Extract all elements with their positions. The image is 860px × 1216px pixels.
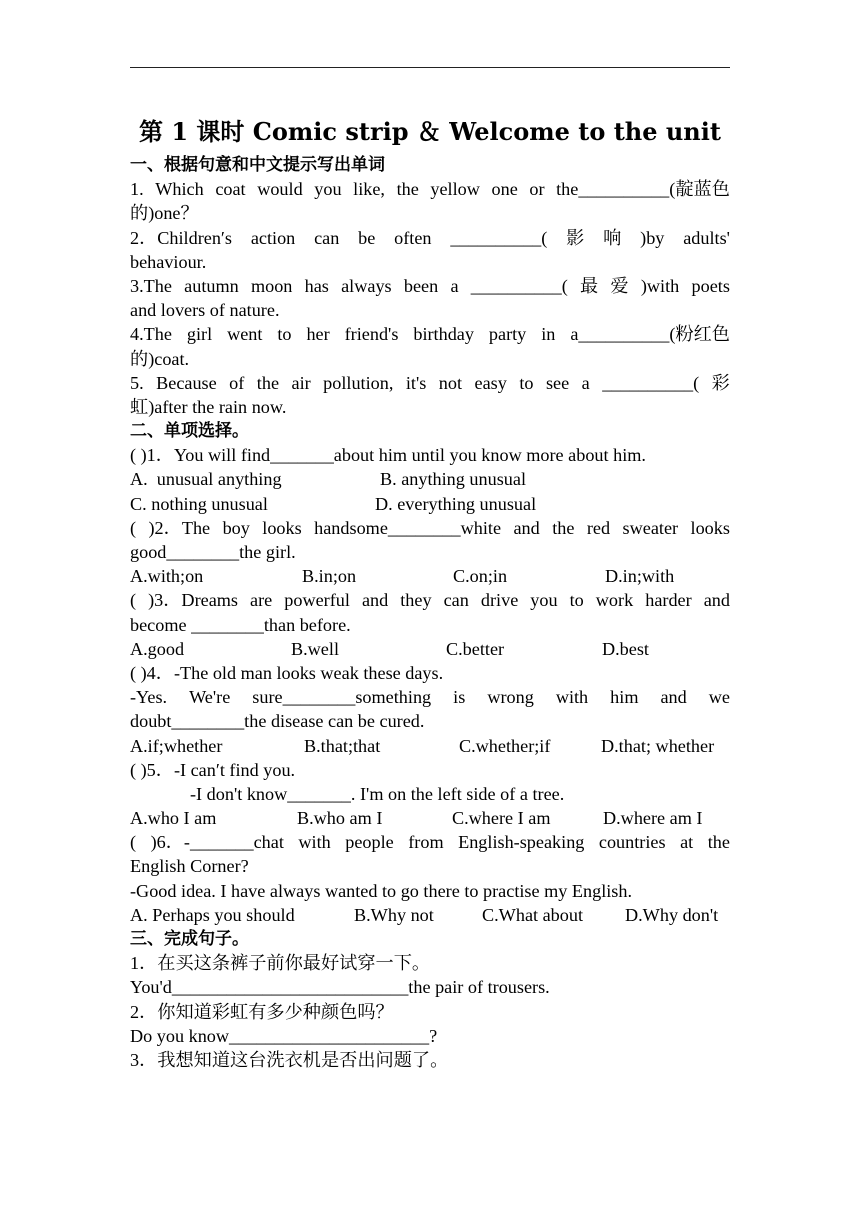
word: and bbox=[703, 590, 730, 611]
word: We're bbox=[189, 687, 231, 708]
word: like, bbox=[353, 179, 385, 200]
choice-q2-option-b: B.in;on bbox=[302, 566, 357, 587]
word: friend's bbox=[344, 324, 399, 345]
sentence-q1-english: You'd__________________________the pair of trousers. bbox=[130, 977, 550, 998]
choice-q6-option-b: B.Why not bbox=[354, 904, 434, 925]
choice-q3-options bbox=[130, 637, 730, 661]
word: they bbox=[400, 590, 432, 611]
choice-q4-stem: ( )4．-The old man looks weak these days. bbox=[130, 662, 444, 683]
choice-q1-option-b: B. anything unusual bbox=[380, 469, 526, 490]
word: with bbox=[298, 832, 331, 853]
word: a bbox=[581, 372, 590, 393]
vocab-q3-line1 bbox=[130, 274, 730, 298]
choice-q4-line3: doubt________the disease can be cured. bbox=[130, 711, 425, 732]
choice-q1-options-cd bbox=[130, 492, 730, 516]
word: 1. bbox=[130, 179, 144, 200]
word: of bbox=[229, 372, 245, 393]
choice-q3-option-c: C.better bbox=[446, 638, 505, 659]
word: action bbox=[250, 227, 296, 248]
choice-q5-options bbox=[130, 806, 730, 830]
choice-q2-options bbox=[130, 564, 730, 588]
choice-q3-option-d: D.best bbox=[602, 638, 649, 659]
word: birthday bbox=[413, 324, 474, 345]
word: )3．Dreams bbox=[148, 590, 238, 611]
word: can bbox=[443, 590, 469, 611]
word: adults' bbox=[683, 227, 730, 248]
word: 3.The bbox=[130, 275, 172, 296]
word: 2．Children′s bbox=[130, 227, 232, 248]
word: is bbox=[453, 687, 466, 708]
choice-q3-line1 bbox=[130, 588, 730, 612]
word: harder bbox=[645, 590, 692, 611]
choice-q6-options bbox=[130, 903, 730, 927]
word: see bbox=[545, 372, 570, 393]
header-rule bbox=[130, 67, 730, 68]
sentence-q3-chinese: 3．我想知道这台洗衣机是否出问题了。 bbox=[130, 1049, 449, 1070]
word: the bbox=[256, 372, 280, 393]
choice-q6-option-d: D.Why don't bbox=[625, 904, 719, 925]
page-title: 第 1 课时 Comic strip ＆ Welcome to the unit bbox=[139, 117, 721, 146]
choice-q5-option-c: C.where I am bbox=[452, 808, 551, 829]
choice-q5-reply: -I don't know_______. I'm on the left side of a tree. bbox=[190, 783, 565, 804]
word: one bbox=[491, 179, 518, 200]
choice-q6-line2: English Corner? bbox=[130, 856, 249, 877]
word: a bbox=[450, 275, 459, 296]
choice-q2-option-c: C.on;in bbox=[453, 566, 508, 587]
word: to bbox=[519, 372, 534, 393]
word: 爱 bbox=[610, 275, 629, 296]
word: be bbox=[358, 227, 376, 248]
word: it's bbox=[405, 372, 427, 393]
section-heading-sentences: 三、完成句子。 bbox=[130, 929, 249, 949]
choice-q2-line2: good________the girl. bbox=[130, 542, 296, 562]
choice-q4-option-a: A.if;whether bbox=[130, 735, 223, 756]
choice-q3-option-b: B.well bbox=[291, 638, 339, 659]
word: )with bbox=[640, 275, 680, 296]
word: girl bbox=[186, 324, 213, 345]
word: )6．-_______chat bbox=[150, 832, 284, 853]
choice-q4-option-b: B.that;that bbox=[304, 735, 381, 756]
word: wrong bbox=[487, 687, 534, 708]
vocab-q1-line2: 的)one？ bbox=[130, 203, 199, 224]
choice-q5-option-d: D.where am I bbox=[603, 808, 703, 829]
word: poets bbox=[691, 275, 730, 296]
word: 最 bbox=[579, 275, 599, 296]
word: pollution, bbox=[323, 372, 394, 393]
choice-q2-option-d: D.in;with bbox=[605, 566, 675, 587]
word: yellow bbox=[430, 179, 480, 200]
word: at bbox=[680, 832, 694, 853]
word: with bbox=[555, 687, 589, 708]
word: the bbox=[707, 832, 730, 853]
word: party bbox=[488, 324, 527, 345]
word: ( bbox=[130, 590, 137, 611]
word: 影 bbox=[566, 227, 585, 248]
word: air bbox=[291, 372, 311, 393]
choice-q5-option-a: A.who I am bbox=[130, 808, 217, 829]
word: work bbox=[595, 590, 634, 611]
choice-q6-option-c: C.What about bbox=[482, 904, 584, 925]
word: always bbox=[341, 275, 392, 296]
vocab-q2-line2: behaviour. bbox=[130, 251, 207, 272]
worksheet-content bbox=[130, 153, 730, 1072]
word: are bbox=[250, 590, 273, 611]
word: been bbox=[403, 275, 439, 296]
word: easy bbox=[474, 372, 507, 393]
choice-q4-option-c: C.whether;if bbox=[459, 735, 551, 756]
word: sure________something bbox=[252, 687, 432, 708]
choice-q1-stem: ( )1．You will find_______about him until you know more about him. bbox=[130, 445, 646, 466]
word: handsome________white bbox=[314, 517, 502, 538]
word: the__________(靛蓝色 bbox=[556, 179, 730, 200]
sentence-q2-english: Do you know______________________? bbox=[130, 1025, 438, 1046]
word: red bbox=[586, 517, 611, 538]
word: Because bbox=[156, 372, 217, 393]
vocab-q2-line1 bbox=[130, 226, 730, 250]
word: would bbox=[257, 179, 303, 200]
word: moon bbox=[250, 275, 293, 296]
word: not bbox=[438, 372, 463, 393]
choice-q6-option-a: A. Perhaps you should bbox=[130, 904, 295, 925]
word: has bbox=[304, 275, 329, 296]
choice-q4-line2 bbox=[130, 685, 730, 709]
word: often bbox=[394, 227, 432, 248]
word: a__________(粉红色 bbox=[570, 324, 730, 345]
word: sweater bbox=[622, 517, 679, 538]
word: looks bbox=[262, 517, 302, 538]
choice-q6-line3: -Good idea. I have always wanted to go there to practise my English. bbox=[130, 880, 633, 901]
sentence-q2-chinese: 2．你知道彩虹有多少种颜色吗？ bbox=[130, 1001, 394, 1022]
word: )2．The bbox=[148, 517, 211, 538]
word: you bbox=[314, 179, 342, 200]
word: him bbox=[610, 687, 639, 708]
section-heading-vocab: 一、根据句意和中文提示写出单词 bbox=[130, 155, 385, 175]
word: boy bbox=[222, 517, 250, 538]
word: we bbox=[708, 687, 730, 708]
word: powerful bbox=[284, 590, 350, 611]
word: went bbox=[227, 324, 263, 345]
vocab-q3-line2: and lovers of nature. bbox=[130, 300, 280, 321]
vocab-q1-line1 bbox=[130, 177, 730, 201]
vocab-q4-line2: 的)coat. bbox=[130, 348, 190, 369]
word: 响 bbox=[603, 227, 622, 248]
word: )by bbox=[640, 227, 665, 248]
choice-q5-stem: ( )5．-I can′t find you. bbox=[130, 759, 296, 780]
word: from bbox=[408, 832, 444, 853]
choice-q5-option-b: B.who am I bbox=[297, 808, 383, 829]
choice-q2-option-a: A.with;on bbox=[130, 566, 204, 587]
vocab-q5-line1 bbox=[130, 371, 730, 395]
choice-q4-options bbox=[130, 734, 730, 758]
word: and bbox=[361, 590, 389, 611]
choice-q1-options-ab bbox=[130, 467, 730, 491]
word: people bbox=[345, 832, 394, 853]
word: the bbox=[552, 517, 575, 538]
word: to bbox=[277, 324, 292, 345]
word: the bbox=[396, 179, 419, 200]
word: her bbox=[306, 324, 330, 345]
word: ( bbox=[130, 517, 137, 538]
word: autumn bbox=[184, 275, 239, 296]
word: or bbox=[529, 179, 545, 200]
word: in bbox=[541, 324, 556, 345]
choice-q2-line1 bbox=[130, 516, 730, 540]
word: can bbox=[314, 227, 340, 248]
word: drive bbox=[480, 590, 519, 611]
word: 彩 bbox=[711, 372, 730, 393]
word: 5. bbox=[130, 372, 144, 393]
word: -Yes. bbox=[130, 687, 168, 708]
vocab-q4-line1 bbox=[130, 322, 730, 346]
choice-q1-option-c: C. nothing unusual bbox=[130, 493, 268, 514]
word: __________( bbox=[450, 227, 548, 248]
choice-q1-option-a: A. unusual anything bbox=[130, 469, 282, 490]
choice-q3-option-a: A.good bbox=[130, 638, 185, 659]
choice-q3-line2: become ________than before. bbox=[130, 614, 351, 635]
word: ( bbox=[130, 832, 137, 853]
word: 4.The bbox=[130, 324, 172, 345]
section-heading-choice: 二、单项选择。 bbox=[130, 421, 249, 442]
vocab-q5-line2: 虹)after the rain now. bbox=[130, 396, 287, 417]
word: Which bbox=[155, 179, 204, 200]
word: and bbox=[660, 687, 687, 708]
word: coat bbox=[215, 179, 246, 200]
word: you bbox=[530, 590, 558, 611]
choice-q6-line1 bbox=[130, 830, 730, 854]
word: to bbox=[569, 590, 584, 611]
sentence-q1-chinese: 1．在买这条裤子前你最好试穿一下。 bbox=[130, 953, 431, 974]
word: __________( bbox=[602, 372, 700, 393]
choice-q1-option-d: D. everything unusual bbox=[375, 493, 537, 514]
word: English-speaking bbox=[458, 832, 585, 853]
word: looks bbox=[690, 517, 730, 538]
choice-q4-option-d: D.that; whether bbox=[601, 735, 715, 756]
word: __________( bbox=[470, 275, 568, 296]
word: countries bbox=[598, 832, 666, 853]
word: and bbox=[513, 517, 540, 538]
